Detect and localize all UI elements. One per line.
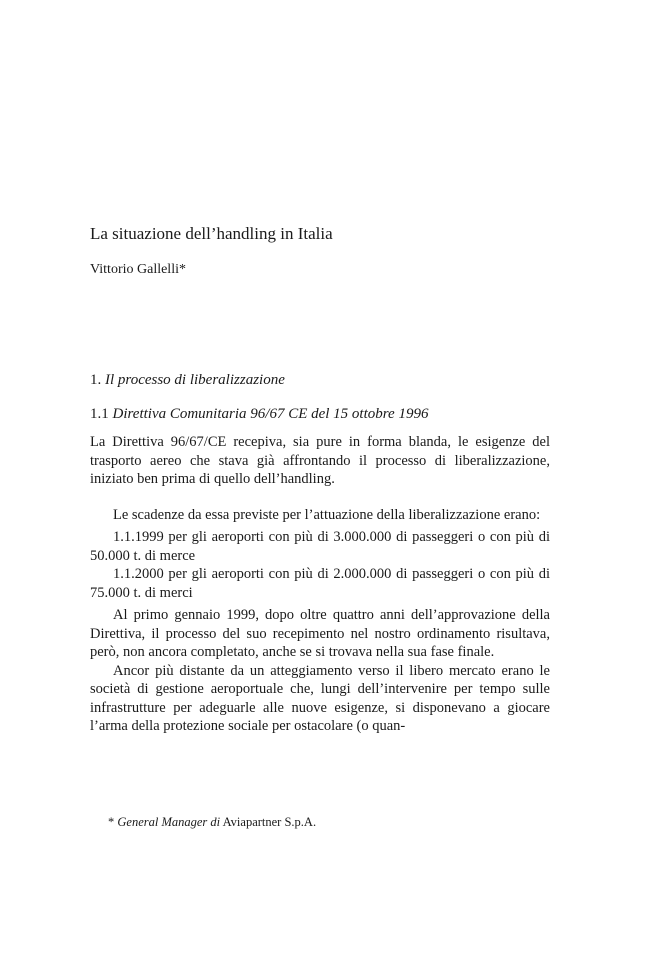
section-number: 1.: [90, 372, 102, 388]
footnote-mark: *: [108, 815, 115, 829]
footnote-company: Aviapartner S.p.A.: [222, 815, 317, 829]
author-name: Vittorio Gallelli: [90, 262, 179, 277]
document-page: [90, 0, 550, 975]
section-title: Il processo di liberalizzazione: [105, 372, 285, 388]
paragraph: Ancor più distante da un atteggiamento verso il libero mercato erano le società di gestione aeroportuale che, lungi dell’intervenire per tempo sulle infrastrutture per adeguarle alle nuove esigenze, si disponevano a giocare l’arma della protezione sociale per ostacolare (o quan-: [90, 662, 550, 734]
footnote: [108, 814, 316, 830]
paragraph: Le scadenze da essa previste per l’attuazione della liberalizzazione erano:: [113, 506, 541, 523]
paragraph: 1.1.1999 per gli aeroporti con più di 3.000.000 di passeggeri o con più di 50.000 t. di merce: [90, 529, 550, 564]
subsection-heading: [90, 404, 428, 424]
subsection-title: Direttiva Comunitaria 96/67 CE del 15 ottobre 1996: [112, 406, 429, 422]
footnote-role: General Manager di: [117, 815, 221, 829]
paragraph: Al primo gennaio 1999, dopo oltre quattro anni dell’approvazione della Direttiva, il processo del suo recepimento nel nostro ordinamento risultava, però, non ancora completato, anche se si trovava nella sua fase finale.: [90, 607, 550, 660]
subsection-number: 1.1: [90, 406, 109, 422]
article-title: La situazione dell’handling in Italia: [90, 224, 333, 243]
author-line: [90, 261, 186, 279]
section-heading: [90, 370, 285, 390]
paragraph: 1.1.2000 per gli aeroporti con più di 2.000.000 di passeggeri o con più di 75.000 t. di merci: [90, 566, 550, 601]
body-text: [90, 433, 550, 736]
author-footnote-mark: *: [178, 262, 186, 277]
paragraph: La Direttiva 96/67/CE recepiva, sia pure in forma blanda, le esigenze del trasporto aereo che stava già affrontando il processo di liberalizzazione, iniziato ben prima di quello dell’handling.: [90, 434, 550, 487]
